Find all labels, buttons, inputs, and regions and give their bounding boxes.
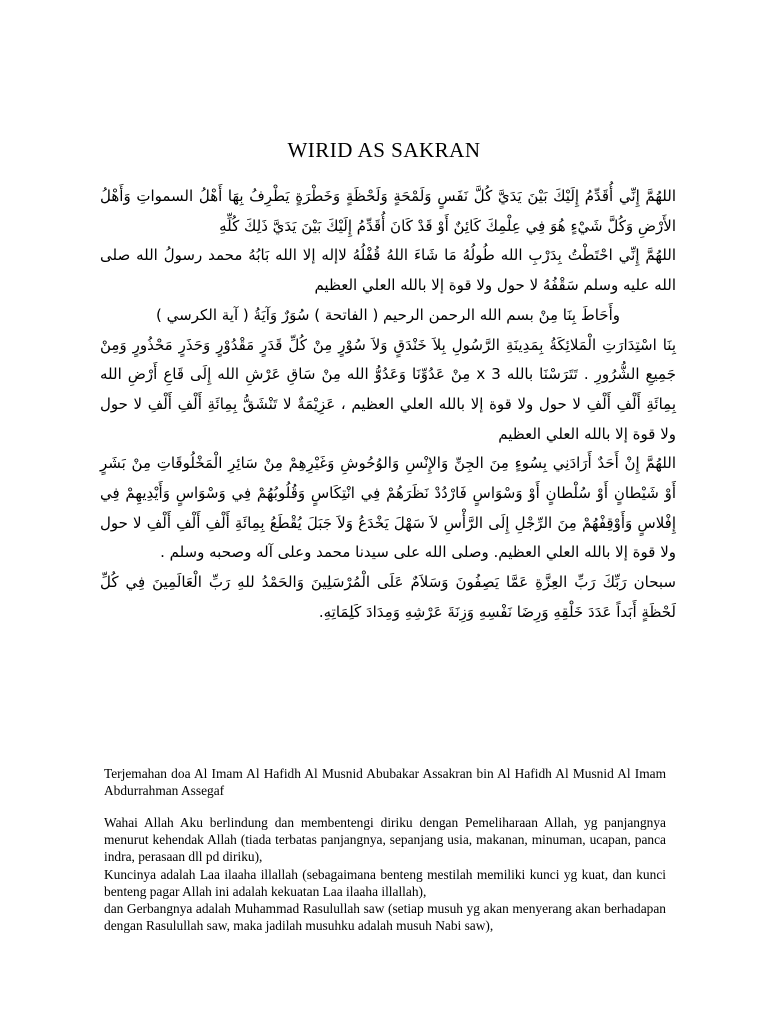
translation-line: dan Gerbangnya adalah Muhammad Rasulullah saw (setiap musuh yg akan menyerang akan berhadapan dengan Rasulullah saw, maka jadilah musuhku adalah musuh Nabi saw), <box>104 901 666 934</box>
arabic-paragraph: بِنَا اسْتِدَارَتِ الْمَلائِكَةُ بِمَدِينَةِ الرَّسُولِ بِلاَ خَنْدَقٍ وَلاَ سُوْرٍ مِنْ كُلِّ قَدَرٍ مَقْدُوْرٍ وَحَذَرٍ مَحْذُورٍ وَمِنْ جَمِيعِ الشُّرُورِ . تَتَرَسْنَا بالله 3 x مِنْ عَدُوِّنَا وَعَدُوُّ الله مِنْ سَاقِ عَرْشِ الله إِلَى قَاعِ أَرْضِ الله بِمِائَةِ أَلْفِ أَلْفِ لا حول ولا قوة إلا بالله العلي العظيم ، عَزِيْمَةٌ لا تَنْشَقُّ بِمِائَةِ أَلْفِ أَلْفِ لا حول ولا قوة إلا بالله العلي العظيم <box>100 335 676 443</box>
translation-body <box>104 814 666 934</box>
translation-line: Kuncinya adalah Laa ilaaha illallah (sebagaimana benteng mestilah memiliki kunci yg kuat, dan kunci benteng pagar Allah ini adalah kekuatan Laa ilaaha illallah), <box>104 866 666 899</box>
arabic-prayer-text <box>100 182 676 628</box>
document-title: WIRID AS SAKRAN <box>287 138 481 162</box>
translation-heading-text: Terjemahan doa Al Imam Al Hafidh Al Musnid Abubakar Assakran bin Al Hafidh Al Musnid Al Imam Abdurrahman Assegaf <box>104 766 666 799</box>
translation-line: Wahai Allah Aku berlindung dan membentengi diriku dengan Pemeliharaan Allah, yg panjangnya menurut kehendak Allah (tiada terbatas panjangnya, sepanjang usia, makanan, minuman, ucapan, panca indra, perasaan dll pd diriku), <box>104 815 666 865</box>
arabic-paragraph: سبحان رَبِّكَ رَبِّ العِزَّةِ عَمَّا يَصِفُونَ وَسَلاَمٌ عَلَى الْمُرْسَلِينَ وَالحَمْدُ للهِ رَبِّ الْعَالَمِينَ فِي كُلِّ لَحْظَةٍ أَبَداً عَدَدَ خَلْقِهِ وَرِضَا نَفْسِهِ وَزِنَةَ عَرْشِهِ وَمِدَادَ كَلِمَاتِهِ. <box>100 573 676 621</box>
arabic-paragraph: اللهُمَّ إِنْ أَحَدٌ أَرَادَنِي بِسُوءٍ مِنَ الجِنِّ وَالإِنْسِ وَالوُحُوشِ وَغَيْرِهِمْ مِنْ سَائِرِ الْمَخْلُوقَاتِ مِنْ بَشَرٍ أَوْ شَيْطانٍ أَوْ سُلْطانٍ أَوْ وَسْوَاسٍ فَارْدُدْ نَظَرَهُمْ فِي انْتِكَاسٍ وَقُلُوبُهُمْ فِي وَسْوَاسٍ وَأَيْدِيهِمْ فِي إِفْلاسٍ وَأَوْقِفْهُمْ مِنَ الرِّجْلِ إِلَى الرَّأْسِ لاَ سَهْلَ يَخْدَعُ وَلاَ جَبَلَ يُقْطَعُ بِمِائَةِ أَلْفِ أَلْفِ أَلْفِ لا حول ولا قوة إلا بالله العلي العظيم. وصلى الله على سيدنا محمد وعلى آله وصحبه وسلم . <box>100 454 676 562</box>
translation-heading <box>104 765 666 799</box>
arabic-paragraph: اللهُمَّ إِنِّي أُقَدِّمُ إِلَيْكَ بَيْنَ يَدَيَّ كُلَّ نَفَسٍ وَلَمْحَةٍ وَلَحْظَةٍ وَخَطْرَةٍ يَطْرِفُ بِهَا أَهْلُ السمواتِ وَأَهْلُ الأَرْضِ وَكُلَّ شَيْءٍ هُوَ فِي عِلْمِكَ كَائِنٌ أَوْ قَدْ كَانَ أُقَدِّمُ إِلَيْكَ بَيْنَ يَدَيَّ ذَلِكَ كُلِّهِ <box>100 187 676 235</box>
arabic-paragraph: اللهُمَّ إِنِّي احْتَطْتُ بِدَرْبِ الله طُولُهُ مَا شَاءَ اللهُ قُفْلُهُ لاإله إلا الله بَابُهُ محمد رسولُ الله صلى الله عليه وسلم سَقْفُهُ لا حول ولا قوة إلا بالله العلي العظيم <box>100 246 676 295</box>
arabic-paragraph: وأَحَاطَ بِنَا مِنْ بسم الله الرحمن الرحيم ( الفاتحة ) سُوَرٌ وَآيَةُ ( آية الكرسي ) <box>156 305 620 324</box>
